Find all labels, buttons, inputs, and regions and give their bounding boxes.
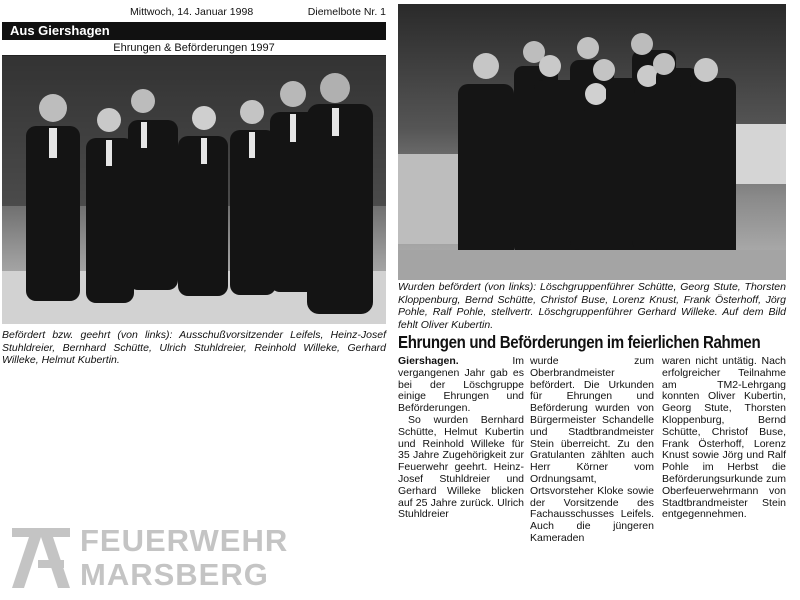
article-paragraph (398, 356, 524, 415)
photo-honored-members-image (2, 56, 386, 324)
article-paragraph: waren nicht untätig. Nach erfolgreicher Teilnahme am TM2-Lehrgang konnten Oliver Kubertin, Georg Stute, Thorsten Kloppenburg, Bernd Schütte, Christof Buse, Frank Österhoff, Lorenz Knust sowie Jörg und Ralf Pohle im Herbst die Beförderungsurkunde zum Oberfeuerwehrmann von Stadtbrandmeister Stein entgegennehmen. (662, 355, 786, 521)
issue-number: Diemelbote Nr. 1 (307, 6, 386, 18)
logo-mark-icon (8, 524, 74, 590)
logo-text (80, 524, 288, 592)
section-title: Aus Giershagen (2, 22, 386, 40)
photo-honored-members-caption: Befördert bzw. geehrt (von links): Ausschußvorsitzender Leifels, Heinz-Josef Stuhldreier, Bernhard Schütte, Ulrich Stuhldreier, Reinhold Willeke, Gerhard Willeke, Helmut Kubertin. (2, 329, 386, 366)
section-subtitle: Ehrungen & Beförderungen 1997 (2, 41, 386, 56)
photo-honored-members (2, 56, 386, 324)
article-column-2 (530, 356, 654, 545)
logo-line-feuerwehr: FEUERWEHR (80, 523, 289, 558)
photo-promoted-members-image (398, 4, 786, 280)
article-paragraph: wurde zum Oberbrandmeister befördert. Die Urkunden für Ehrungen und Beförderung wurden von Bürgermeister Schandelle und Stadtbrandmeister Stein überreicht. Zu den Gratulanten zählten auch Herr Körner vom Ordnungsamt, Ortsvorsteher Kloke sowie der Vorsitzende des Fachausschusses Leifels. Auch die jüngeren Kameraden (530, 355, 654, 544)
article-column-1 (398, 356, 524, 521)
photo-promoted-members (398, 4, 786, 280)
article-column-3 (662, 356, 786, 521)
dateline (0, 6, 390, 20)
photo-promoted-members-caption: Wurden befördert (von links): Löschgruppenführer Schütte, Georg Stute, Thorsten Kloppenburg, Bernd Schütte, Christof Buse, Lorenz Knust, Frank Österhoff, Jörg Pohle, Ralf Pohle, stellvertr. Löschgruppenführer Gerhard Willeke. Auf dem Bild fehlt Oliver Kubertin. (398, 281, 786, 331)
issue-date: Mittwoch, 14. Januar 1998 (130, 6, 254, 18)
article-paragraph: So wurden Bernhard Schütte, Helmut Kubertin und Reinhold Willeke für 35 Jahre Zugehörigkeit zur Feuerwehr geehrt. Heinz-Josef Stuhldreier und Gerhard Willeke blicken auf 25 Jahre zurück. Ulrich Stuhldreier (398, 413, 524, 521)
feuerwehr-marsberg-logo (8, 524, 298, 596)
article-dateline: Giershagen. (398, 355, 459, 367)
article-paragraph-text: Im vergangenen Jahr gab es bei der Löschgruppe einige Ehrungen und Beförderungen. (398, 355, 524, 415)
article-headline: Ehrungen und Beförderungen im feierlichen Rahmen (398, 332, 761, 352)
logo-line-marsberg: MARSBERG (80, 557, 269, 592)
